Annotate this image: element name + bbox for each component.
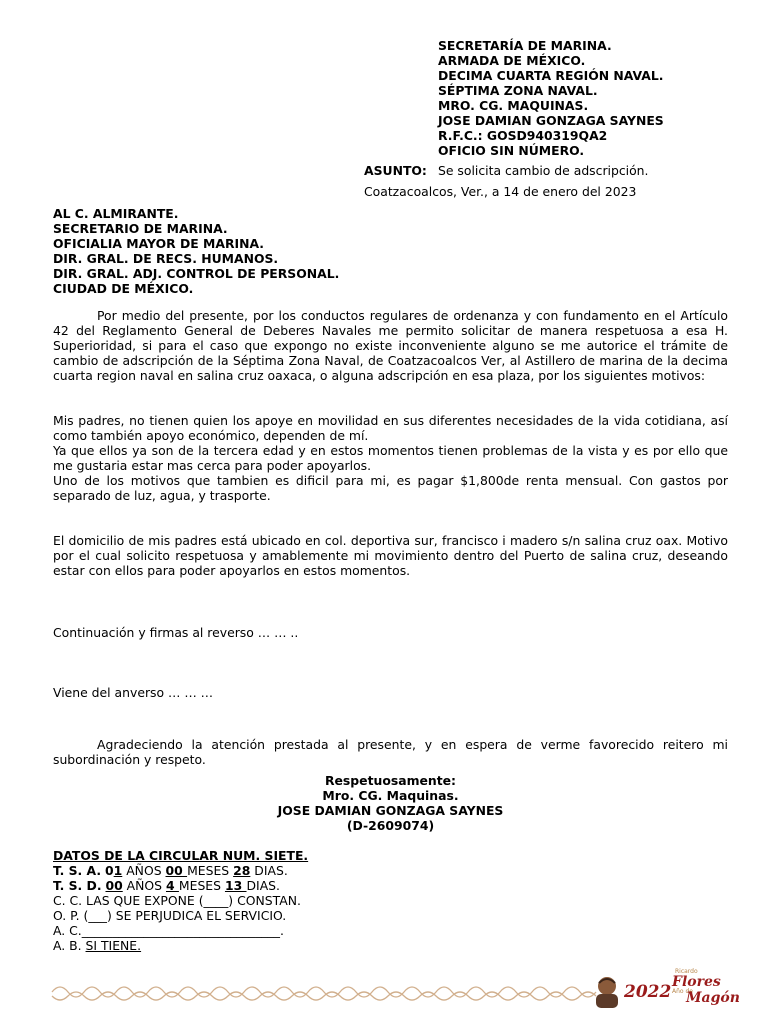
- subject-line: [364, 163, 648, 178]
- reason-line: Uno de los motivos que tambien es dificil para mi, es pagar $1,800de renta mensual. Con gastos por separado de luz, agua, y trasporte.: [53, 473, 728, 503]
- reason-line: Ya que ellos ya son de la tercera edad y en estos momentos tienen problemas de la vista y es por ello que me gustaria estar mas cerca para poder apoyarlos.: [53, 443, 728, 473]
- header-line: MRO. CG. MAQUINAS.: [438, 98, 589, 113]
- ab-line: A. B. SI TIENE.: [53, 938, 142, 953]
- footer-year: 2022: [624, 982, 672, 1002]
- tsd-line: T. S. D. 00 AÑOS 4 MESES 13 DIAS.: [53, 878, 280, 893]
- closing-paragraph: Agradeciendo la atención prestada al presente, y en espera de verme favorecido reitero mi subordinación y respeto.: [53, 737, 728, 767]
- circular-title: DATOS DE LA CIRCULAR NUM. SIETE.: [53, 848, 309, 863]
- ac-line: A. C.________________________________.: [53, 923, 284, 938]
- signature-block: [53, 773, 728, 833]
- header-line: SÉPTIMA ZONA NAVAL.: [438, 83, 598, 98]
- op-line: O. P. (___) SE PERJUDICA EL SERVICIO.: [53, 908, 287, 923]
- circular-data: [53, 848, 308, 953]
- recipient-line: OFICIALIA MAYOR DE MARINA.: [53, 236, 264, 251]
- footer-name-1: Flores: [672, 974, 721, 990]
- signature-line: Mro. CG. Maquinas.: [322, 788, 459, 803]
- recipient-line: CIUDAD DE MÉXICO.: [53, 281, 194, 296]
- sender-header: [438, 38, 664, 158]
- continuation-note: Continuación y firmas al reverso … … ..: [53, 625, 299, 640]
- continued-note: Viene del anverso … … …: [53, 685, 214, 700]
- subject-text: Se solicita cambio de adscripción.: [438, 163, 649, 178]
- signature-line: JOSE DAMIAN GONZAGA SAYNES: [277, 803, 504, 818]
- recipient-block: [53, 206, 339, 296]
- footer-small-top: Ricardo: [675, 968, 698, 975]
- header-line: SECRETARÍA DE MARINA.: [438, 38, 612, 53]
- recipient-line: SECRETARIO DE MARINA.: [53, 221, 228, 236]
- signature-line: (D-2609074): [346, 818, 435, 833]
- header-line: OFICIO SIN NÚMERO.: [438, 143, 585, 158]
- header-line: DECIMA CUARTA REGIÓN NAVAL.: [438, 68, 664, 83]
- signature-line: Respetuosamente:: [324, 773, 456, 788]
- date-line: Coatzacoalcos, Ver., a 14 de enero del 2023: [364, 184, 637, 199]
- portrait-icon: [596, 977, 618, 1008]
- body-paragraph-reasons: [53, 413, 728, 503]
- body-paragraph-address: El domicilio de mis padres está ubicado en col. deportiva sur, francisco i madero s/n salina cruz oax. Motivo por el cual solicito respetuosa y amablemente mi movimiento dentro del Puerto de salina cruz, deseando estar con ellos para poder apoyarlos en estos momentos.: [53, 533, 728, 578]
- footer-name-2: Magón: [686, 990, 740, 1006]
- recipient-line: AL C. ALMIRANTE.: [53, 206, 179, 221]
- header-line: R.F.C.: GOSD940319QA2: [438, 128, 608, 143]
- subject-label: ASUNTO:: [364, 163, 427, 178]
- reason-line: Mis padres, no tienen quien los apoye en movilidad en sus diferentes necesidades de la vida cotidiana, así como también apoyo económico, dependen de mí.: [53, 413, 728, 443]
- footer-small-mid: Año de: [672, 988, 693, 995]
- body-paragraph-intro: Por medio del presente, por los conductos regulares de ordenanza y con fundamento en el Artículo 42 del Reglamento General de Deberes Navales me permito solicitar de manera respetuosa a esa H. Superioridad, si para el caso que expongo no existe inconveniente alguno se me autorice el trámite de cambio de adscripción de la Séptima Zona Naval, de Coatzacoalcos Ver, al Astillero de marina de la decima cuarta region naval en salina cruz oaxaca, o alguna adscripción en esa plaza, por los siguientes motivos:: [53, 308, 728, 383]
- footer-banner: [50, 968, 740, 1012]
- tsa-line: T. S. A. 01 AÑOS 00 MESES 28 DIAS.: [53, 863, 288, 878]
- header-line: ARMADA DE MÉXICO.: [438, 53, 586, 68]
- recipient-line: DIR. GRAL. DE RECS. HUMANOS.: [53, 251, 279, 266]
- recipient-line: DIR. GRAL. ADJ. CONTROL DE PERSONAL.: [53, 266, 340, 281]
- header-line: JOSE DAMIAN GONZAGA SAYNES: [438, 113, 664, 128]
- cc-line: C. C. LAS QUE EXPONE (____) CONSTAN.: [53, 893, 301, 908]
